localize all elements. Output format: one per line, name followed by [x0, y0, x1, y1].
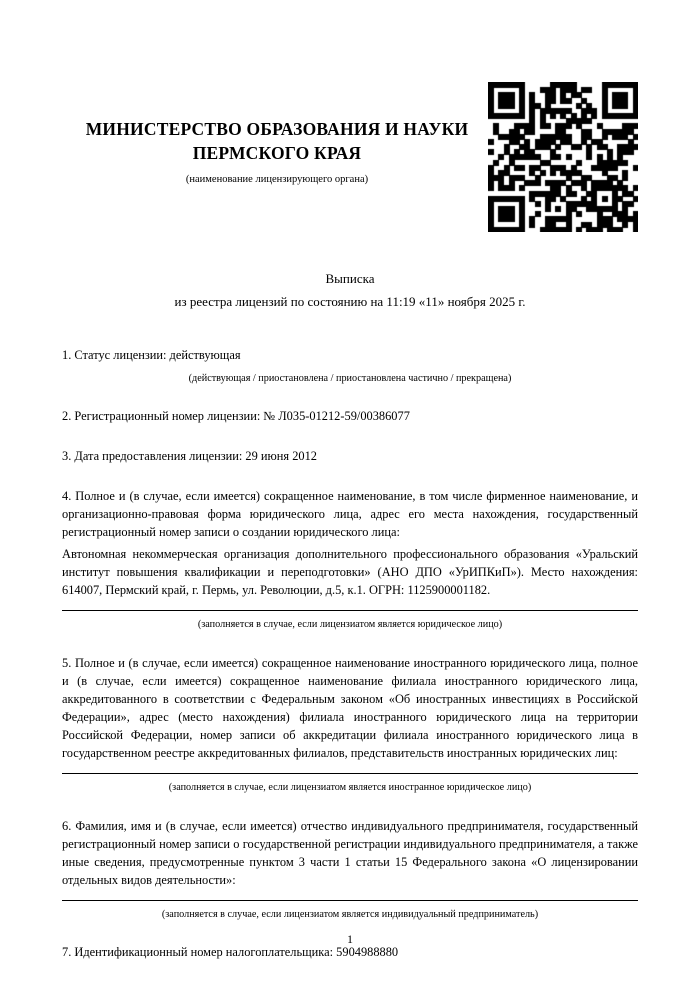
item-6-divider	[62, 900, 638, 901]
item-4-text: 4. Полное и (в случае, если имеется) сокращенное наименование, в том числе фирменное наименование, и организационно-правовая форма юридического лица, адрес его места нахождения, государственный регистрационный номер записи о создании юридического лица:	[62, 489, 638, 540]
item-7-text: 7. Идентификационный номер налогоплательщика: 5904988880	[62, 945, 399, 960]
item-5-divider	[62, 773, 638, 774]
item-4-divider	[62, 610, 638, 611]
document-title-line2: из реестра лицензий по состоянию на 11:19 «11» ноября 2025 г.	[174, 294, 526, 310]
item-2	[62, 408, 638, 426]
item-4	[62, 488, 638, 633]
item-2-text: 2. Регистрационный номер лицензии: № Л035-01212-59/00386077	[62, 409, 410, 424]
item-6-text: 6. Фамилия, имя и (в случае, если имеется) отчество индивидуального предпринимателя, государственный регистрационный номер записи о государственной регистрации индивидуального предпринимателя, а также иные сведения, предусмотренные пунктом 3 части 1 статьи 15 Федерального закона «О лицензировании отдельных видов деятельности»:	[62, 818, 638, 887]
item-1-note: (действующая / приостановлена / приостановлена частично / прекращена)	[188, 372, 512, 384]
item-1	[62, 347, 638, 387]
item-6	[62, 818, 638, 923]
item-1-text: 1. Статус лицензии: действующая	[62, 347, 241, 362]
qr-code	[488, 82, 638, 232]
document-title-line1: Выписка	[325, 271, 375, 287]
item-5	[62, 655, 638, 796]
item-6-note: (заполняется в случае, если лицензиатом является индивидуальный предприниматель)	[161, 908, 539, 920]
document-header	[62, 0, 492, 185]
item-4-body: Автономная некоммерческая организация дополнительного профессионального образования «Уральский институт повышения квалификации и переподготовки» (АНО ДПО «УрИПКиП»). Место нахождения: 614007, Пермский край, г. Пермь, ул. Революции, д.5, к.1. ОГРН: 1125900001182.	[62, 547, 638, 598]
item-5-note: (заполняется в случае, если лицензиатом является иностранное юридическое лицо)	[168, 781, 532, 793]
document-title	[62, 269, 638, 312]
item-3-text: 3. Дата предоставления лицензии: 29 июня 2012	[62, 449, 318, 464]
organization-note: (наименование лицензирующего органа)	[185, 174, 369, 186]
organization-title: МИНИСТЕРСТВО ОБРАЗОВАНИЯ И НАУКИ ПЕРМСКОГО КРАЯ	[85, 119, 469, 163]
item-4-note: (заполняется в случае, если лицензиатом является юридическое лицо)	[197, 619, 503, 631]
item-5-text: 5. Полное и (в случае, если имеется) сокращенное наименование иностранного юридического лица, полное и (в случае, если имеется) сокращенное наименование филиала иностранного юридического лица, аккредитованного в соответствии с Федеральным законом «Об иностранных инвестициях в Российской Федерации», адрес (место нахождения) филиала иностранного юридического лица на территории Российской Федерации, номер записи об аккредитации филиала иностранного юридического лица в государственном реестре аккредитованных филиалов, представительств иностранных юридических лиц:	[62, 655, 638, 760]
item-3	[62, 448, 638, 466]
page-number: 1	[347, 932, 353, 946]
item-7	[62, 944, 638, 962]
